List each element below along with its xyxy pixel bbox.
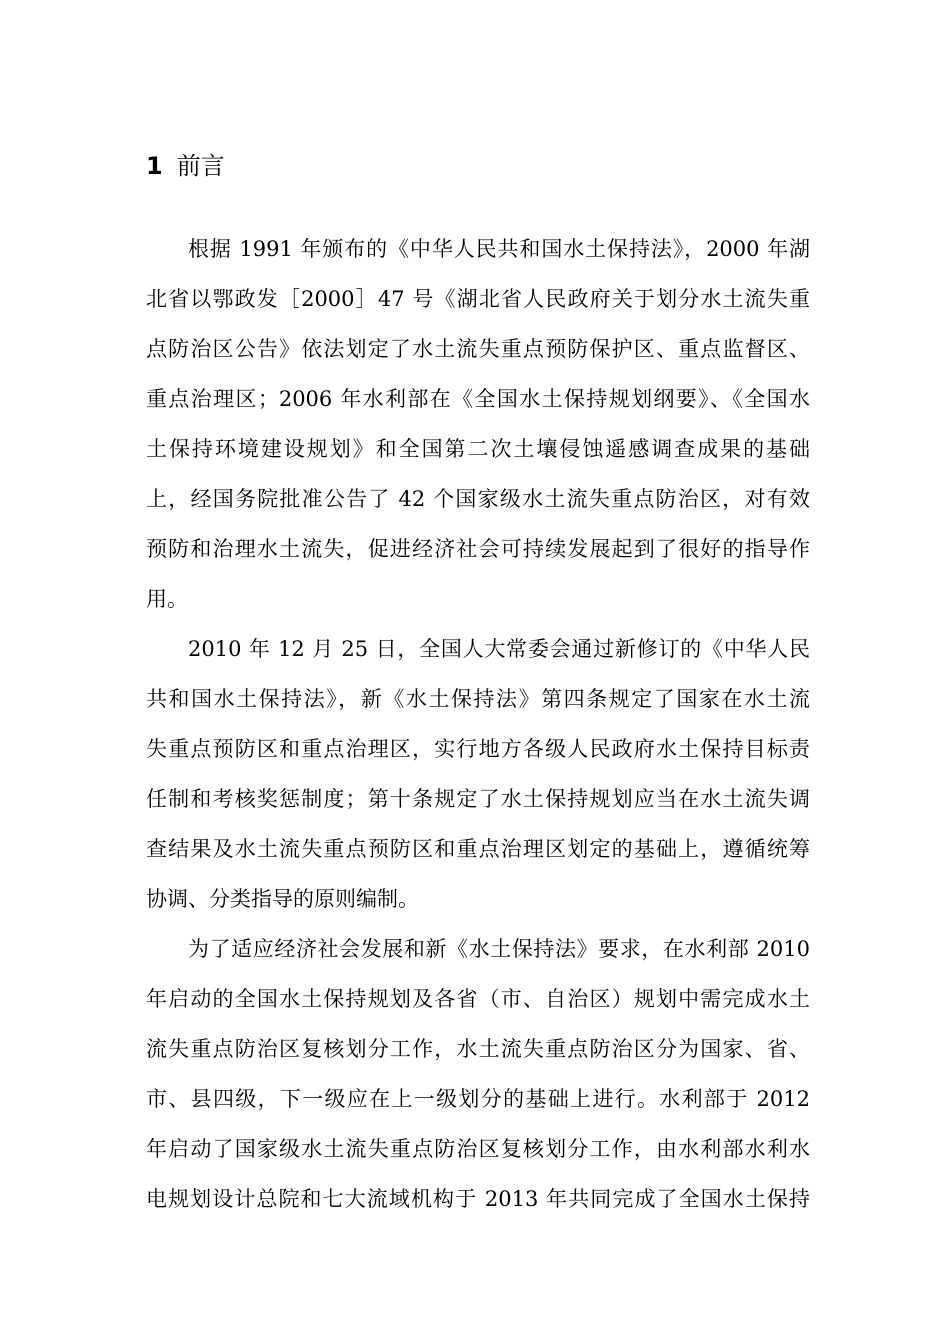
paragraph-line: 年启动了国家级水土流失重点防治区复核划分工作，由水利部水利水 bbox=[146, 1137, 810, 1161]
paragraph-line: 重点治理区；2006 年水利部在《全国水土保持规划纲要》、《全国水 bbox=[146, 387, 810, 411]
paragraph-line: 失重点预防区和重点治理区，实行地方各级人民政府水土保持目标责 bbox=[146, 737, 810, 761]
paragraph-line: 协调、分类指导的原则编制。 bbox=[146, 887, 419, 911]
paragraph-line: 流失重点防治区复核划分工作，水土流失重点防治区分为国家、省、 bbox=[146, 1037, 810, 1061]
paragraph-line: 根据 1991 年颁布的《中华人民共和国水土保持法》，2000 年湖 bbox=[188, 237, 810, 261]
paragraph-line: 点防治区公告》依法划定了水土流失重点预防保护区、重点监督区、 bbox=[146, 337, 810, 361]
paragraph-line: 为了适应经济社会发展和新《水土保持法》要求，在水利部 2010 bbox=[188, 937, 810, 961]
paragraph-line: 年启动的全国水土保持规划及各省（市、自治区）规划中需完成水土 bbox=[146, 987, 810, 1011]
paragraph-line: 共和国水土保持法》，新《水土保持法》第四条规定了国家在水土流 bbox=[146, 687, 810, 711]
paragraph-1 bbox=[146, 224, 810, 624]
paragraph-line: 北省以鄂政发［2000］47 号《湖北省人民政府关于划分水土流失重 bbox=[146, 287, 810, 311]
paragraph-2 bbox=[146, 624, 810, 924]
paragraph-line: 电规划设计总院和七大流域机构于 2013 年共同完成了全国水土保持 bbox=[146, 1187, 810, 1211]
paragraph-line: 市、县四级，下一级应在上一级划分的基础上进行。水利部于 2012 bbox=[146, 1087, 810, 1111]
paragraph-line: 2010 年 12 月 25 日，全国人大常委会通过新修订的《中华人民 bbox=[188, 637, 810, 661]
paragraph-line: 查结果及水土流失重点预防区和重点治理区划定的基础上，遵循统筹 bbox=[146, 837, 810, 861]
paragraph-line: 预防和治理水土流失，促进经济社会可持续发展起到了很好的指导作 bbox=[146, 537, 810, 561]
paragraph-line: 用。 bbox=[146, 587, 188, 611]
paragraph-line: 土保持环境建设规划》和全国第二次土壤侵蚀遥感调查成果的基础 bbox=[146, 437, 810, 461]
paragraph-line: 任制和考核奖惩制度；第十条规定了水土保持规划应当在水土流失调 bbox=[146, 787, 810, 811]
paragraph-line: 上，经国务院批准公告了 42 个国家级水土流失重点防治区，对有效 bbox=[146, 487, 810, 511]
section-heading bbox=[146, 146, 225, 186]
section-number: 1 bbox=[146, 152, 163, 180]
paragraph-3 bbox=[146, 924, 810, 1224]
section-title: 前言 bbox=[176, 152, 225, 180]
